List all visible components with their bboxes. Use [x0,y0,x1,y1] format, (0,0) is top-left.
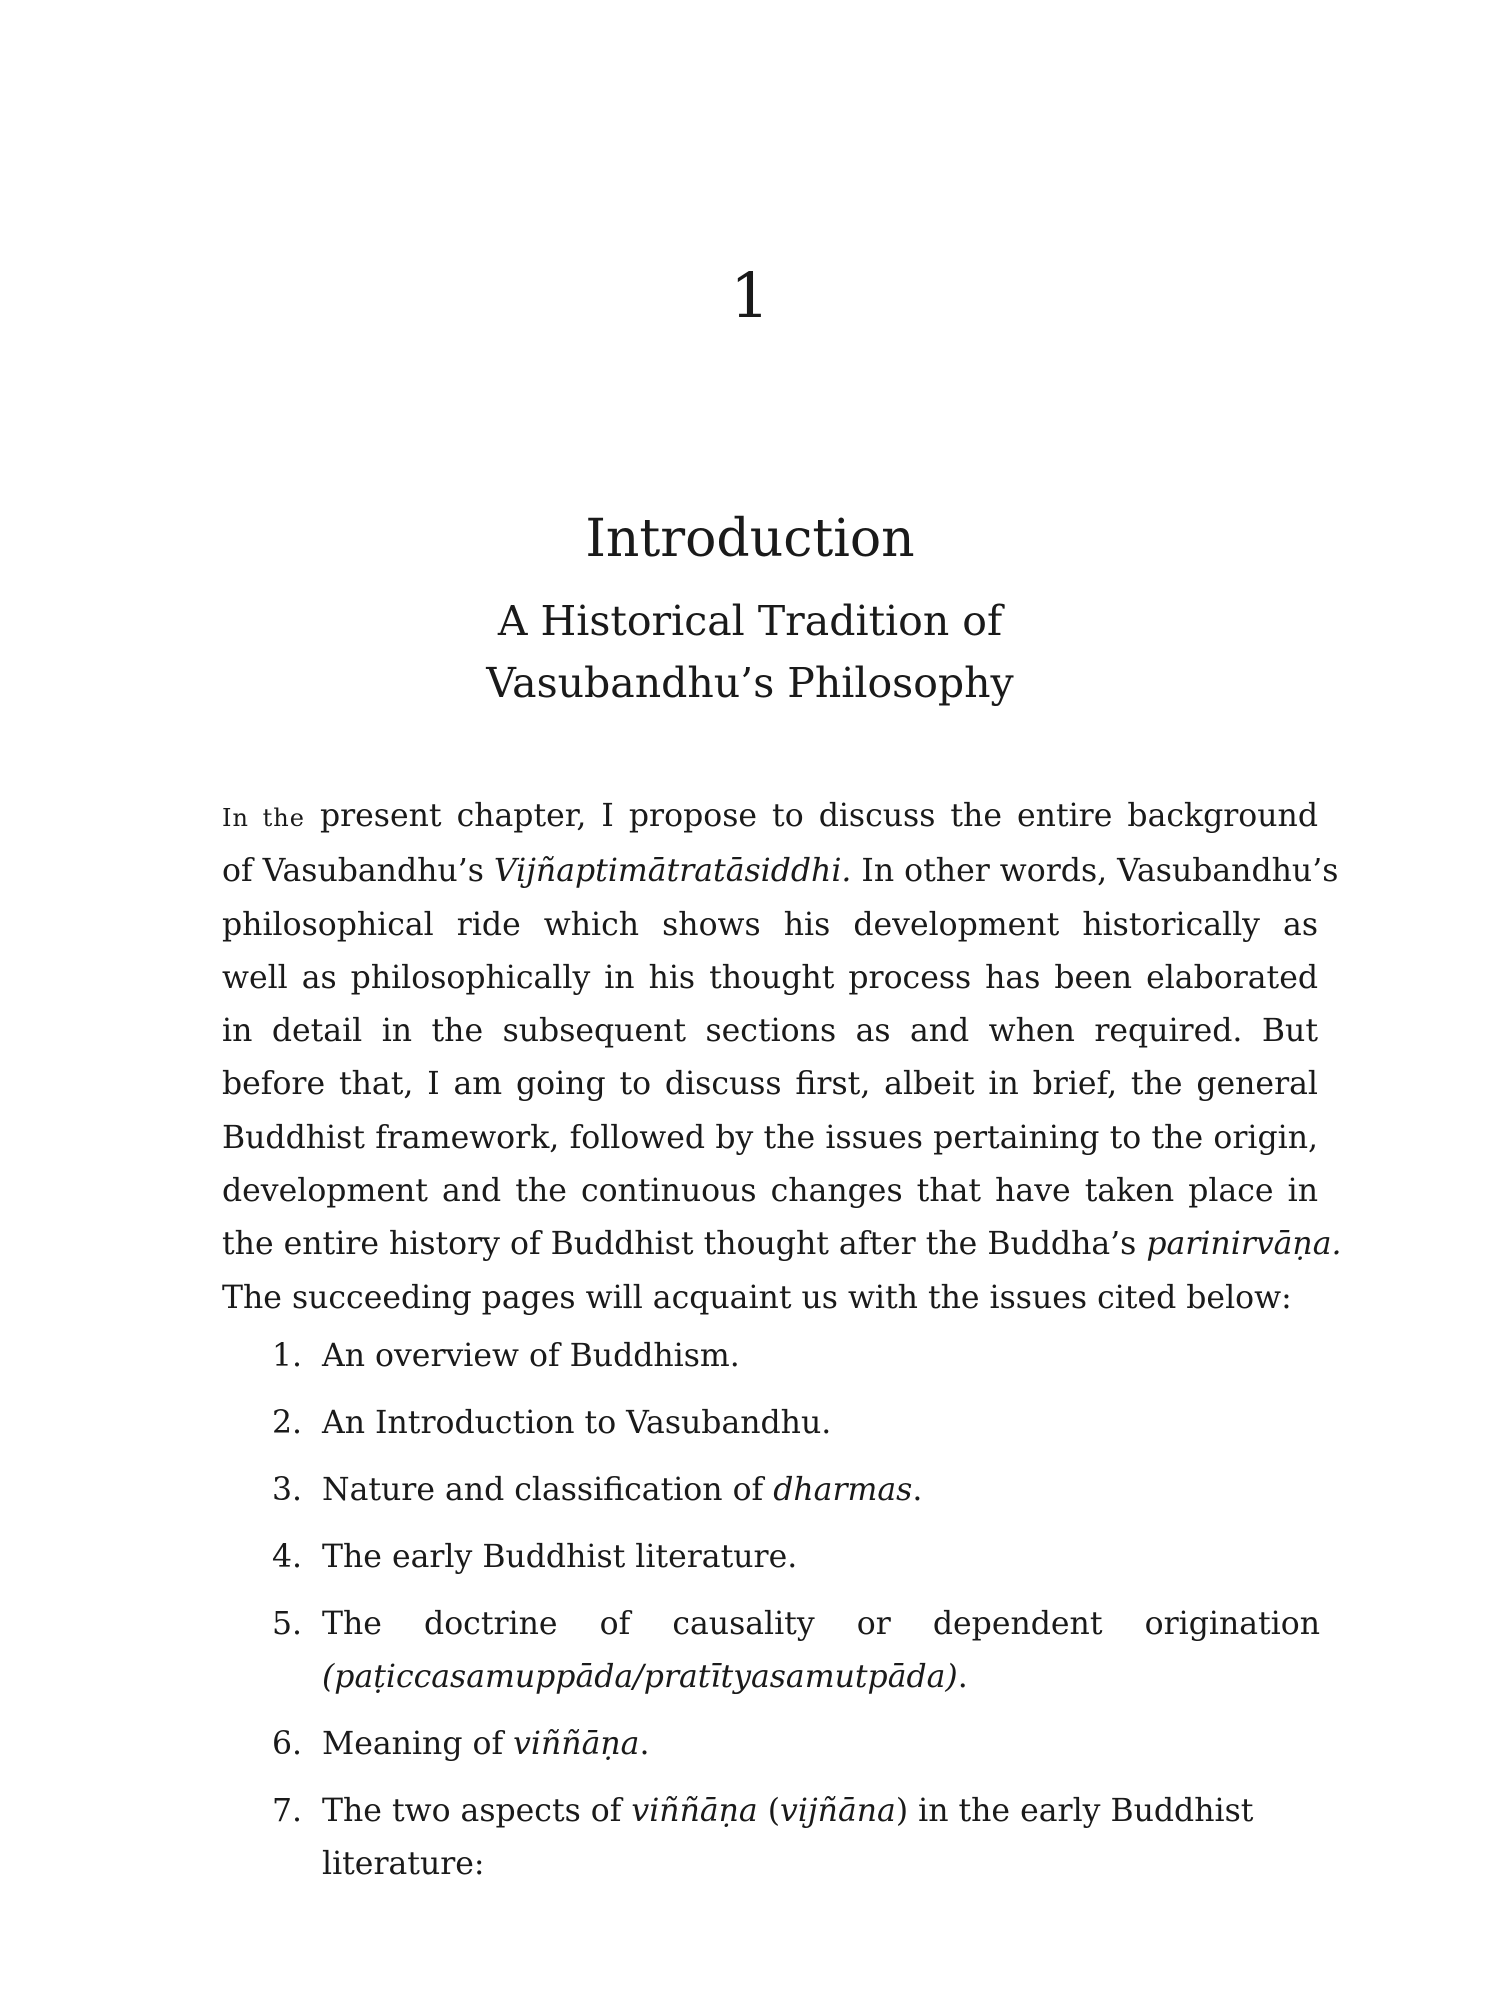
list-text: The doctrine of causality or dependent origination [322,1606,1320,1642]
italic-term: vijñāna [780,1793,896,1829]
intro-paragraph [222,790,1342,1325]
list-text: literature: [322,1846,485,1882]
list-text: The early Buddhist literature. [322,1539,798,1575]
list-text [322,1464,1320,1517]
paragraph-text: the entire history of Buddhist thought after the Buddha’s [222,1226,1147,1263]
paragraph-line: The succeeding pages will acquaint us with the issues cited below: [222,1279,1292,1316]
italic-term: viññāṇa [631,1793,758,1829]
small-caps-lead: In the [222,804,305,832]
list-number: 4. [272,1539,303,1575]
list-text-part: . [912,1472,923,1508]
list-number: 3. [272,1472,303,1508]
list-item [272,1531,1320,1584]
list-text-part: Nature and classification of [322,1472,774,1508]
subtitle-line: A Historical Tradition of [497,597,1003,645]
list-text-part: ( [757,1793,781,1829]
paragraph-line: well as philosophically in his thought process has been elaborated [222,959,1318,996]
paragraph-text: present chapter, I propose to discuss the entire background [304,798,1319,834]
list-item [272,1598,1320,1704]
paragraph-line: before that, I am going to discuss first, albeit in brief, the general [222,1066,1318,1103]
paragraph-text: In other words, Vasubandhu’s [851,853,1339,890]
list-text-part: . [957,1659,968,1695]
paragraph-line: development and the continuous changes that have taken place in [222,1173,1318,1210]
paragraph-line [222,1218,1342,1271]
paragraph-line [222,790,1318,845]
italic-term: (paṭiccasamuppāda/pratītyasamutpāda) [322,1659,958,1695]
list-text [322,1651,1320,1704]
chapter-title: Introduction [585,509,915,569]
list-text: An Introduction to Vasubandhu. [322,1405,832,1441]
chapter-number: 1 [730,259,770,332]
list-item [272,1785,1320,1891]
list-text-part: ) in the early Buddhist [895,1793,1254,1829]
list-text: An overview of Buddhism. [322,1338,740,1374]
paragraph-line: philosophical ride which shows his development historically as [222,906,1318,943]
italic-term: dharmas [773,1472,913,1508]
list-number: 2. [272,1405,303,1441]
list-item [272,1330,1320,1383]
subtitle-line: Vasubandhu’s Philosophy [486,659,1014,707]
italic-term: parinirvāṇa. [1146,1226,1342,1263]
list-text-part: The two aspects of [322,1793,632,1829]
issues-list [272,1330,1320,1905]
chapter-subtitle [0,590,1500,714]
list-text [322,1718,1320,1771]
list-item [272,1397,1320,1450]
list-number: 1. [272,1338,303,1374]
paragraph-line [222,845,1339,898]
paragraph-line: in detail in the subsequent sections as and when required. But [222,1013,1318,1050]
list-number: 5. [272,1606,303,1642]
list-text [322,1785,1320,1838]
italic-term: viññāṇa [513,1726,640,1762]
italic-term: Vijñaptimātratāsiddhi. [493,853,852,890]
list-text-part: . [639,1726,650,1762]
list-text-part: Meaning of [322,1726,514,1762]
list-item [272,1464,1320,1517]
paragraph-line: Buddhist framework, followed by the issues pertaining to the origin, [222,1119,1318,1156]
list-number: 7. [272,1793,303,1829]
list-number: 6. [272,1726,303,1762]
paragraph-text: of Vasubandhu’s [222,853,494,890]
list-item [272,1718,1320,1771]
